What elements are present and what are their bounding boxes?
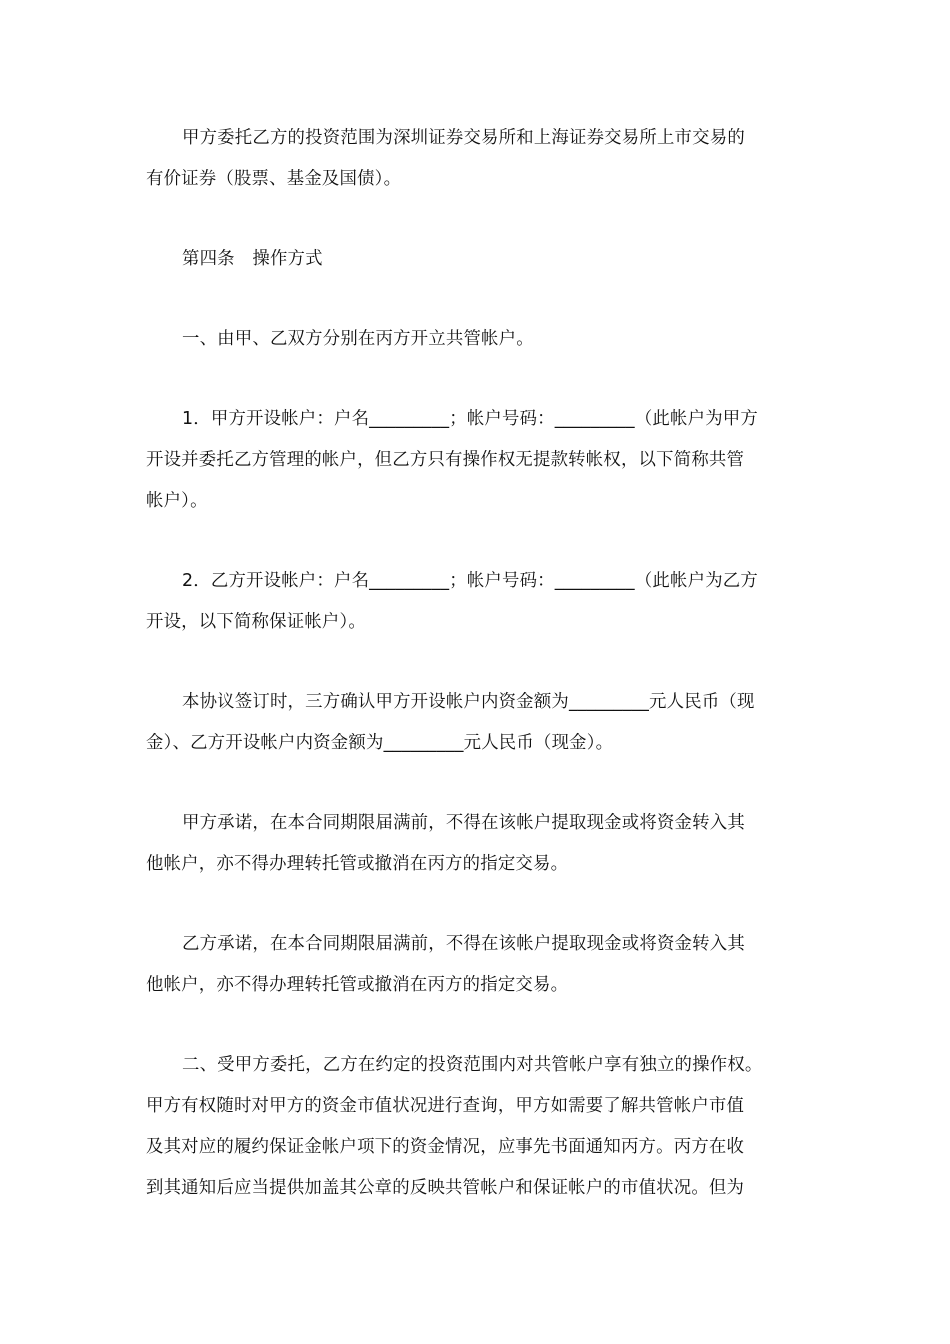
document-body	[146, 118, 812, 1209]
text-line: 甲方委托乙方的投资范围为深圳证券交易所和上海证券交易所上市交易的	[182, 128, 745, 148]
text-line: 第四条 操作方式	[182, 249, 323, 269]
paragraph-joint-account	[146, 319, 812, 360]
text-line: 他帐户，亦不得办理转托管或撤消在丙方的指定交易。	[146, 854, 569, 874]
paragraph-party-b-commitment	[146, 924, 812, 1006]
paragraph-fund-amounts	[146, 682, 812, 764]
text-line: 他帐户，亦不得办理转托管或撤消在丙方的指定交易。	[146, 975, 569, 995]
section-heading-article-4	[146, 239, 812, 280]
paragraph-operation-rights	[146, 1045, 812, 1209]
paragraph-party-b-account	[146, 561, 812, 643]
text-line: 帐户）。	[146, 491, 208, 511]
text-line: 开设，以下简称保证帐户）。	[146, 612, 366, 632]
paragraph-investment-scope	[146, 118, 812, 200]
text-line: 甲方承诺，在本合同期限届满前，不得在该帐户提取现金或将资金转入其	[182, 813, 745, 833]
text-line: 1．甲方开设帐户：户名_________；帐户号码：_________（此帐户为甲方	[182, 409, 758, 429]
text-line: 及其对应的履约保证金帐户项下的资金情况，应事先书面通知丙方。丙方在收	[146, 1137, 745, 1157]
text-line: 甲方有权随时对甲方的资金市值状况进行查询，甲方如需要了解共管帐户市值	[146, 1096, 745, 1116]
text-line: 一、由甲、乙双方分别在丙方开立共管帐户。	[182, 329, 534, 349]
text-line: 到其通知后应当提供加盖其公章的反映共管帐户和保证帐户的市值状况。但为	[146, 1178, 745, 1198]
text-line: 二、受甲方委托，乙方在约定的投资范围内对共管帐户享有独立的操作权。	[182, 1055, 763, 1075]
text-line: 金）、乙方开设帐户内资金额为_________元人民币（现金）。	[146, 733, 614, 753]
text-line: 有价证券（股票、基金及国债）。	[146, 169, 402, 189]
text-line: 开设并委托乙方管理的帐户，但乙方只有操作权无提款转帐权，以下简称共管	[146, 450, 745, 470]
text-line: 乙方承诺，在本合同期限届满前，不得在该帐户提取现金或将资金转入其	[182, 934, 745, 954]
paragraph-party-a-commitment	[146, 803, 812, 885]
paragraph-party-a-account	[146, 399, 812, 522]
text-line: 2．乙方开设帐户：户名_________；帐户号码：_________（此帐户为乙方	[182, 571, 758, 591]
text-line: 本协议签订时，三方确认甲方开设帐户内资金额为_________元人民币（现	[182, 692, 755, 712]
